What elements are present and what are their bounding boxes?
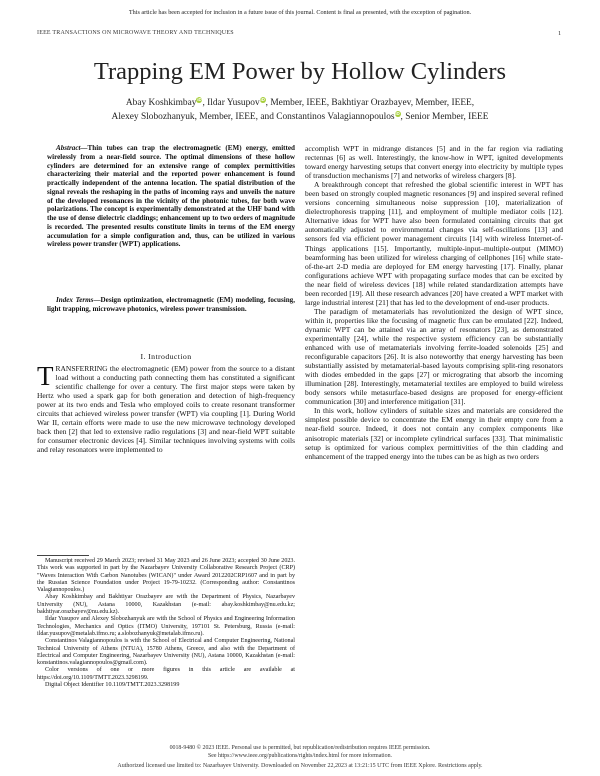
intro-first-word: RANSFERRING (55, 364, 108, 373)
author-list (40, 96, 560, 124)
footnote-rule (37, 555, 89, 556)
author-koshkimbay: Abay Koshkimbay (125, 98, 197, 108)
abstract (47, 144, 295, 249)
footnote-doi: Digital Object Identifier 10.1109/TMTT.2023.3298199 (45, 682, 180, 689)
intro-text: the electromagnetic (EM) power from the source to a distant load without a conducting path connecting them has constituted a significant scientific challenge for over a century. The first major steps were taken by Hertz who used a spark gap for both generation and detection of high-frequency power at its two ends and Tesla who employed coils to create resonant transformer circuits that achieved wireless power transfer (WPT) via coupling [1]. During World War II, certain efforts were made to use the new microwave technology developed back then [2] that led to extensive radio regulations [3] and near-field WPT suitable for consumer electronic devices [4]. Similar techniques involving systems with coils and relay resonators were implemented to (37, 364, 295, 455)
orcid-icon[interactable]: iD (260, 96, 265, 102)
body-paragraph: The paradigm of metamaterials has revolutionized the design of WPT since, within it, properties like the focusing of magnetic flux can be emulated [22]. Indeed, dynamic WPT can be attained via an array of resonators [23], as demonstrated experimentally [24], while the respective system efficiency can be substantially enhanced with use of metamaterials involving ferrite-loaded solenoids [25] and reconfigurable capacitors [26]. It is also noteworthy that energy harvesting has been substantially assisted by metamaterial-based layouts comprising split-ring resonators with diodes embedded in the gaps [27] or micrograting that absorb the incoming illumination [28]. Interestingly, metamaterial textiles are employed to build wireless body sensors while metasurface-based designs are proposed for energy-efficient communication [30] and interference mitigation [31]. (305, 306, 563, 407)
author-slobozhanyuk-valagiannopoulos: Alexey Slobozhanyuk, Member, IEEE, and Constantinos Valagiannopoulos (111, 112, 395, 122)
section-heading-introduction: I. Introduction (140, 352, 192, 361)
page-number: 1 (558, 30, 562, 37)
copyright-line: 0018-9480 © 2023 IEEE. Personal use is permitted, but republication/redistribution requires IEEE permission. (169, 745, 431, 751)
index-terms-label: Index Terms— (56, 296, 101, 304)
authorized-use-notice: Authorized licensed use limited to: Nazarbayev University. Downloaded on November 22,2023 at 13:21:15 UTC from IEEE Xplore. Restrictions apply. (117, 763, 483, 769)
orcid-icon[interactable]: iD (197, 96, 202, 102)
paper-title: Trapping EM Power by Hollow Cylinders (93, 58, 507, 85)
body-paragraph: A breakthrough concept that refreshed the global scientific interest in WPT has been based on strongly coupled magnetic resonances [9] and inspired several refined versions concerning simultaneous noise suppression [10], materialization of dielectrophoresis trapping [11], and employment of multiple mediator coils [12]. Alternative ideas for WPT have also been formulated containing circuits that get automatically adjusted to environmental changes via self-oscillations [13] and sensors fed via efficient power management circuits [14] with wireless Internet-of-Things applications [15]. Importantly, multiple-input–multiple-output (MIMO) beamforming has been utilized for wireless charging of cellphones [16] while state-of-the-art 2-D media are deployed for EM energy harvesting [17]. Finally, planar configurations achieve WPT with propagating surface modes that can be excited by the near field of wireless devices [18] while related standardization attempts have been recorded [19]. All these research advances [20] have created a WPT market with large industrial interest [21] that has led to the development of end-user products. (305, 180, 563, 307)
author-orazbayev: , Member, IEEE, Bakhtiyar Orazbayev, Member, IEEE, (265, 98, 475, 108)
index-terms (47, 296, 295, 314)
author-membership: , Senior Member, IEEE (400, 112, 489, 122)
introduction-paragraph (37, 361, 295, 455)
abstract-label: Abstract— (56, 144, 88, 152)
footnote: Manuscript received 29 March 2023; revised 31 May 2023 and 26 June 2023; accepted 30 June 2023. This work was supported in part by the Nazarbayev University Collaborative Research Project (CRP) "Waves Interaction With Carbon Nanotubes (WICAN)" under Award 2012202CRP1607 and in part by the Russian Science Foundation under Project 19-79-10232. (Corresponding author: Constantinos Valagiannopoulos.) (37, 558, 295, 594)
index-terms-text: Design optimization, electromagnetic (EM) modeling, focusing, light trapping, microwave photonics, wireless power transmission. (47, 296, 295, 313)
body-paragraph: In this work, hollow cylinders of suitable sizes and materials are considered the simplest possible device to concentrate the EM energy in their empty core from a near-field source. Indeed, it does not contain any complex components like anisotropic materials [32] or incomplete cylindrical surfaces [33]. That minimalistic setup is optimized for various complex permittivities of the thin cladding and enhancement of the trapped energy into the tubes can be as high as two orders (305, 406, 563, 461)
footnote: Constantinos Valagiannopoulos is with the School of Electrical and Computer Engineering, National Technical University of Athens (NTUA), 15780 Athens, Greece, and also with the Department of Electrical and Computer Engineering, Nazarbayev University (NU), Astana 10000, Kazakhstan (e-mail: konstantinos.valagiannopoulos@gmail.com). (37, 638, 295, 667)
orcid-icon[interactable]: iD (395, 110, 400, 116)
journal-header: IEEE TRANSACTIONS ON MICROWAVE THEORY AND TECHNIQUES (37, 30, 234, 36)
copyright-footer (0, 745, 600, 760)
footnote: Ildar Yusupov and Alexey Slobozhanyuk are with the School of Physics and Engineering Information Technologies, Mechanics and Optics (ITMO) University, 197101 St. Petersburg, Russia (e-mail: ildar.yusupov@metalab.ifmo.ru; a.slobozhanyuk@metalab.ifmo.ru). (37, 616, 295, 637)
abstract-text: Thin tubes can trap the electromagnetic (EM) energy, emitted wirelessly from a near-field source. The optimal dimensions of these hollow cylinders are determined for an extensive range of complex permittivities characterizing their material and the reported power enhancement is found practically independent of the antenna location. The spatial distribution of the signal reveals the reshaping in the paths of incoming rays and unveils the nature of the developed resonances in the vicinity of the photonic tubes, for both wave polarizations. The concept is experimentally demonstrated at the UHF band with the use of dense dielectric claddings; enhancement up to two orders of magnitude is recorded. The presented results constitute limits in terms of the EM energy accumulation for a simple configuration and, thus, can be utilized in various wireless power transfer (WPT) applications. (47, 144, 295, 249)
dropcap: T (37, 361, 54, 391)
body-paragraph: accomplish WPT in midrange distances [5] and in the far region via radiating rectennas [6] as well. Interestingly, the know-how in WPT, ignited developments toward energy harvesting setups that convert energy into electricity by multiple types of transduction mechanisms [7] and networks of wireless chargers [8]. (305, 144, 563, 181)
author-yusupov: , Ildar Yusupov (202, 98, 260, 108)
acceptance-banner: This article has been accepted for inclusion in a future issue of this journal. Content is final as presented, with the exception of pagination. (128, 9, 472, 16)
footnote[interactable]: Color versions of one or more figures in this article are available at https://doi.org/10.1109/TMTT.2023.3298199. (37, 667, 295, 681)
footnote: Abay Koshkimbay and Bakhtiyar Orazbayev are with the Department of Physics, Nazarbayev University (NU), Astana 10000, Kazakhstan (e-mail: abay.koshkimbay@nu.edu.kz; bakhtiyar.orazbayev@nu.edu.kz). (37, 594, 295, 616)
right-column (305, 144, 563, 461)
rights-link[interactable]: See https://www.ieee.org/publications/rights/index.html for more information. (207, 752, 393, 759)
footnotes (37, 558, 295, 689)
